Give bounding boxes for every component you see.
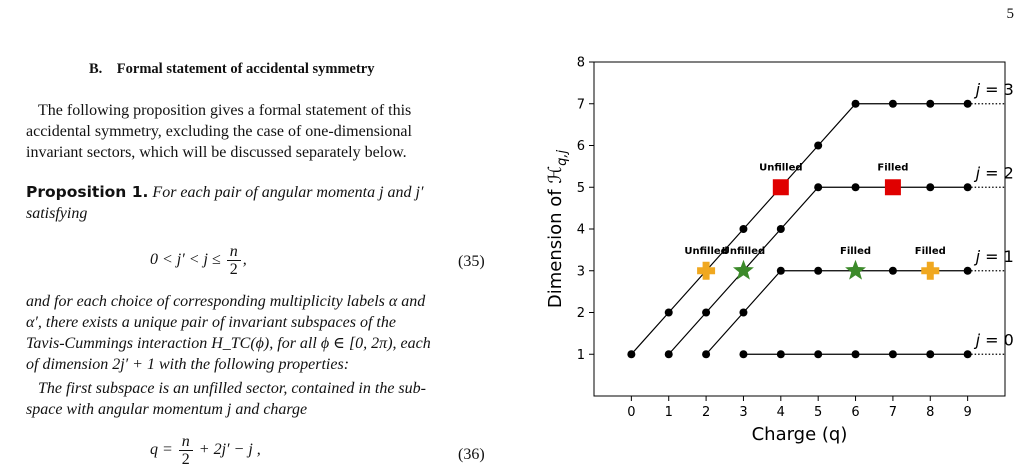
proposition-tail — [26, 378, 494, 420]
marker-square — [885, 179, 901, 195]
body-line: and for each choice of corresponding multiplicity labels α and — [26, 293, 426, 310]
data-point — [814, 267, 822, 275]
eq36-fraction — [179, 433, 193, 468]
marker-star — [845, 260, 866, 280]
x-tick-label: 5 — [814, 405, 823, 420]
data-point — [889, 350, 897, 358]
data-point — [814, 183, 822, 191]
proposition-line1: For each pair of angular momenta j and j′ — [152, 184, 424, 201]
section-heading: B. Formal statement of accidental symmetry — [89, 61, 375, 77]
equation-35-number: (35) — [458, 253, 485, 270]
data-point — [777, 350, 785, 358]
eq35-left: 0 < j′ < j ≤ — [150, 251, 221, 269]
x-tick-label: 1 — [664, 405, 673, 420]
plot-frame — [594, 62, 1005, 396]
marker-label: Unfilled — [721, 245, 766, 257]
marker-plus-vertical — [927, 262, 934, 280]
data-point — [739, 309, 747, 317]
x-tick-label: 6 — [851, 405, 860, 420]
data-point — [702, 350, 710, 358]
data-point — [665, 350, 673, 358]
data-point — [926, 100, 934, 108]
x-tick-label: 2 — [701, 405, 711, 420]
y-tick-label: 5 — [576, 180, 585, 196]
marker-square — [773, 179, 789, 195]
data-point — [889, 100, 897, 108]
equation-36-number: (36) — [458, 446, 485, 463]
eq36-tail: + 2j′ − j , — [198, 441, 261, 459]
data-point — [665, 309, 673, 317]
intro-line: invariant sectors, which will be discussed separately below. — [26, 144, 407, 161]
series-label: j = 1 — [975, 246, 1014, 266]
eq35-numerator: n — [227, 243, 241, 261]
intro-paragraph — [26, 100, 494, 163]
data-point — [777, 267, 785, 275]
y-axis-label: Dimension of ℋ$_{q,j}$ — [545, 149, 570, 309]
y-tick-label: 6 — [576, 139, 585, 154]
data-point — [777, 225, 785, 233]
x-tick-label: 7 — [888, 405, 898, 420]
data-point — [964, 100, 972, 108]
marker-label: Filled — [914, 245, 946, 257]
intro-line: accidental symmetry, excluding the case of one-dimensional — [26, 123, 412, 140]
equation-36 — [150, 433, 261, 468]
proposition-body — [26, 291, 494, 375]
marker-label: Filled — [877, 162, 909, 174]
dimension-charge-chart — [540, 48, 1014, 458]
tail-line: space with angular momentum j and charge — [26, 401, 308, 418]
proposition-statement — [26, 182, 494, 224]
marker-label: Unfilled — [684, 245, 728, 257]
eq35-tail: , — [242, 251, 247, 269]
series-label: j = 3 — [975, 79, 1014, 99]
proposition-line2: satisfying — [26, 205, 88, 222]
x-tick-label: 9 — [963, 405, 972, 420]
x-tick-label: 8 — [926, 405, 935, 420]
page-number: 5 — [1006, 6, 1014, 22]
data-point — [852, 350, 860, 358]
marker-plus-vertical — [703, 262, 710, 280]
eq36-numerator: n — [179, 433, 193, 451]
data-point — [964, 183, 972, 191]
body-line: Tavis-Cummings interaction H_TC(ϕ), for all ϕ ∈ [0, 2π), each — [26, 335, 431, 352]
data-point — [964, 350, 972, 358]
x-axis-label: Charge (q) — [751, 424, 848, 445]
eq35-fraction — [227, 243, 241, 278]
intro-line: The following proposition gives a formal statement of this — [38, 102, 412, 119]
data-point — [964, 267, 972, 275]
data-point — [739, 225, 747, 233]
marker-label: Unfilled — [759, 162, 803, 174]
data-point — [926, 350, 934, 358]
eq36-left: q = — [150, 441, 173, 459]
proposition-label: Proposition 1. — [26, 183, 149, 201]
data-point — [627, 350, 635, 358]
x-tick-label: 4 — [776, 405, 785, 420]
data-point — [739, 350, 747, 358]
series-label: j = 0 — [975, 330, 1014, 350]
y-tick-label: 2 — [576, 306, 585, 321]
equation-35 — [150, 243, 247, 278]
x-tick-label: 3 — [739, 405, 748, 420]
tail-line: The first subspace is an unfilled sector, contained in the sub- — [38, 380, 426, 397]
data-point — [926, 183, 934, 191]
data-point — [852, 183, 860, 191]
y-tick-label: 1 — [576, 347, 585, 363]
body-line: α′, there exists a unique pair of invariant subspaces of the — [26, 314, 396, 331]
data-point — [852, 100, 860, 108]
series-line — [631, 104, 967, 355]
data-point — [702, 309, 710, 317]
x-tick-label: 0 — [627, 405, 636, 420]
data-point — [814, 350, 822, 358]
y-tick-label: 8 — [576, 55, 585, 71]
data-point — [814, 142, 822, 150]
y-tick-label: 4 — [576, 222, 585, 238]
series-label: j = 2 — [975, 163, 1014, 183]
data-point — [889, 267, 897, 275]
y-tick-label: 7 — [576, 97, 585, 113]
marker-label: Filled — [840, 245, 872, 257]
body-line: of dimension 2j′ + 1 with the following properties: — [26, 356, 350, 373]
eq36-denominator: 2 — [181, 451, 190, 468]
eq35-denominator: 2 — [229, 261, 238, 278]
y-tick-label: 3 — [576, 264, 585, 280]
